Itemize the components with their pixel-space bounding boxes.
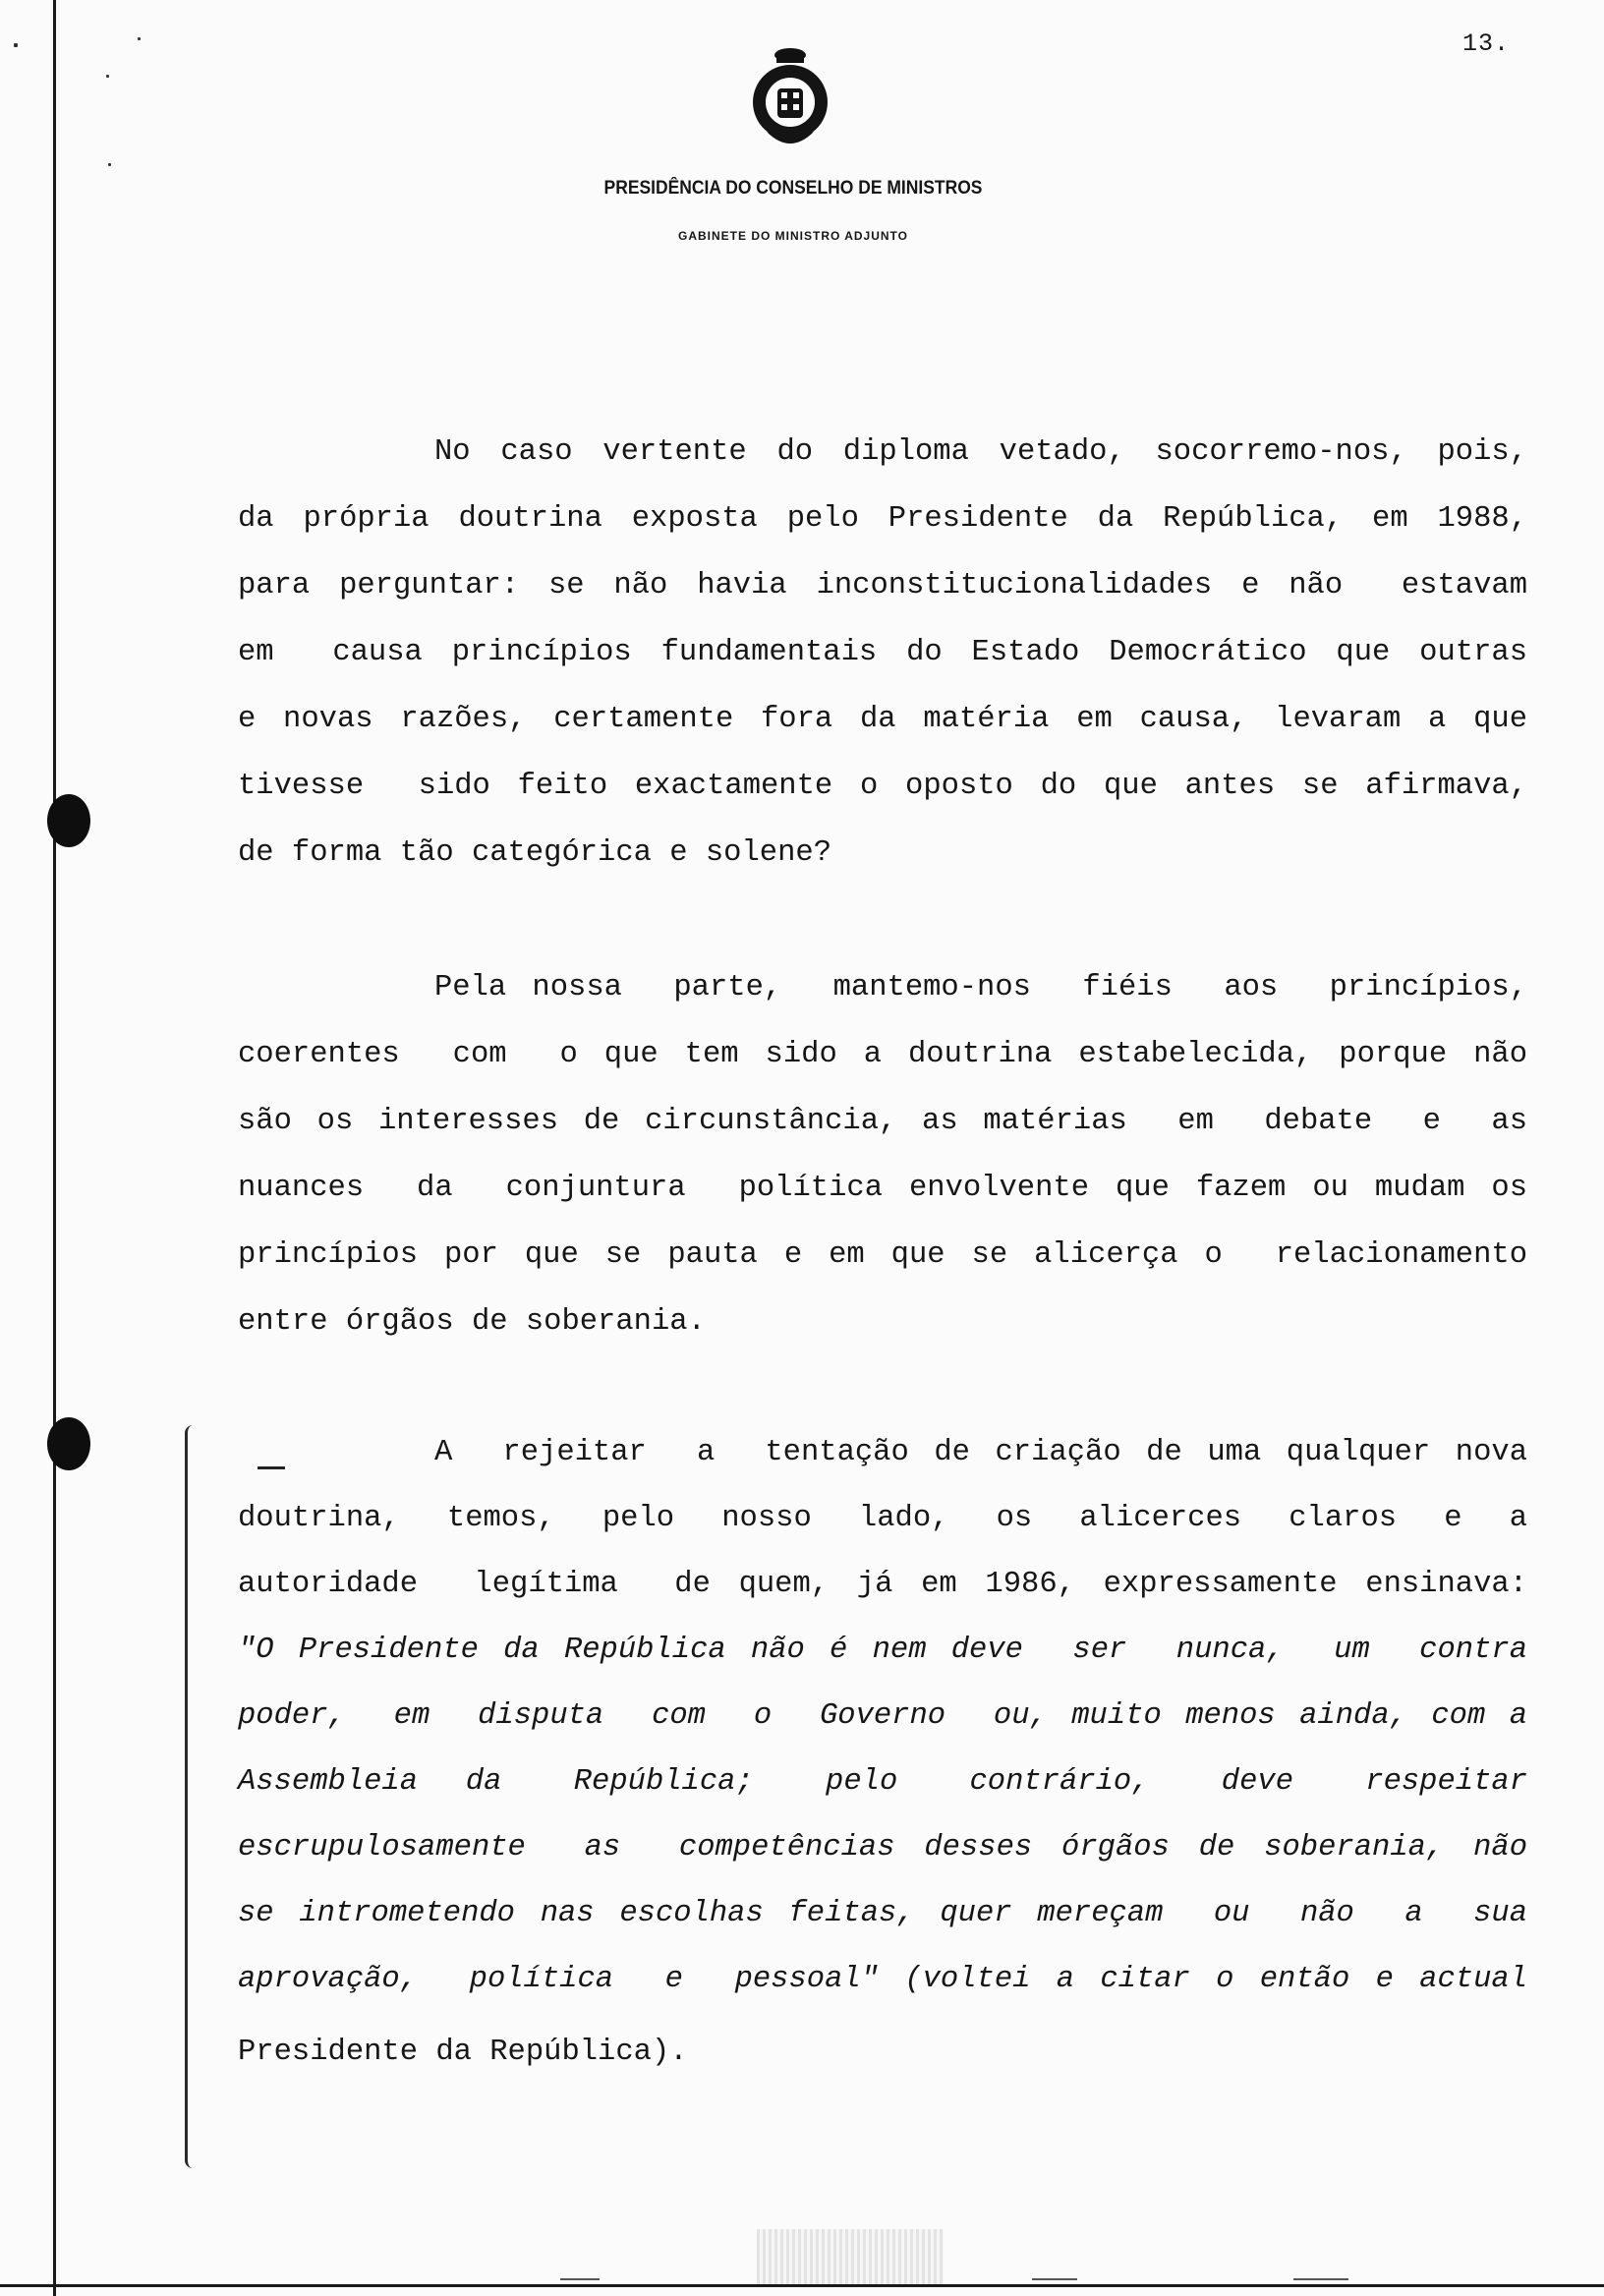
punch-hole xyxy=(47,794,90,847)
quote-line: escrupulosamente as competências desses órgãos de soberania, não xyxy=(238,1831,1527,1865)
paragraph-line: autoridade legítima de quem, já em 1986, expressamente ensinava: xyxy=(238,1568,1527,1601)
paragraph-line: Presidente da República). xyxy=(238,2036,688,2069)
paragraph-line: são os interesses de circunstância, as matérias em debate e as xyxy=(238,1105,1527,1138)
margin-bracket xyxy=(185,1425,198,2168)
margin-dash-mark xyxy=(258,1466,285,1469)
scan-speck xyxy=(106,75,109,78)
header-subtitle: GABINETE DO MINISTRO ADJUNTO xyxy=(677,229,908,243)
paragraph-line: A rejeitar a tentação de criação de uma qualquer nova xyxy=(434,1436,1527,1469)
paragraph-line: nuances da conjuntura política envolvente que fazem ou mudam os xyxy=(238,1172,1527,1205)
paragraph-line: princípios por que se pauta e em que se alicerça o relacionamento xyxy=(238,1238,1527,1272)
page-number: 13. xyxy=(1462,29,1511,58)
paragraph-line: de forma tão categórica e solene? xyxy=(238,836,831,870)
quote-line: poder, em disputa com o Governo ou, muito menos ainda, com a xyxy=(238,1699,1527,1733)
quote-line: aprovação, política e pessoal" (voltei a citar o então e actual xyxy=(238,1963,1527,1996)
paragraph-line: coerentes com o que tem sido a doutrina estabelecida, porque não xyxy=(238,1038,1527,1071)
coat-of-arms-emblem xyxy=(747,45,833,155)
quote-line: se intrometendo nas escolhas feitas, quer mereçam ou não a sua xyxy=(238,1897,1527,1930)
scan-speck xyxy=(14,43,18,47)
scan-smudge xyxy=(757,2229,944,2284)
paragraph-line: e novas razões, certamente fora da matéria em causa, levaram a que xyxy=(238,703,1527,736)
punch-hole xyxy=(47,1417,90,1470)
scan-speck xyxy=(108,163,111,166)
quote-line: "O Presidente da República não é nem deve ser nunca, um contra xyxy=(238,1634,1527,1667)
paragraph-line: Pela nossa parte, mantemo-nos fiéis aos princípios, xyxy=(434,971,1527,1004)
paragraph-line: da própria doutrina exposta pelo Presidente da República, em 1988, xyxy=(238,502,1527,536)
bottom-edge-line xyxy=(0,2284,1604,2287)
paragraph-line: para perguntar: se não havia inconstitucionalidades e não estavam xyxy=(238,569,1527,603)
page-edge-line xyxy=(53,0,56,2296)
scan-mark xyxy=(560,2278,600,2280)
scan-speck xyxy=(138,37,141,40)
paragraph-line: doutrina, temos, pelo nosso lado, os alicerces claros e a xyxy=(238,1502,1527,1535)
scan-mark xyxy=(1293,2278,1348,2280)
paragraph-line: em causa princípios fundamentais do Estado Democrático que outras xyxy=(238,636,1527,669)
paragraph-line: No caso vertente do diploma vetado, socorremo-nos, pois, xyxy=(434,435,1527,469)
paragraph-line: entre órgãos de soberania. xyxy=(238,1305,706,1339)
scan-mark xyxy=(1032,2278,1077,2280)
quote-line: Assembleia da República; pelo contrário, deve respeitar xyxy=(238,1765,1527,1799)
header-title: PRESIDÊNCIA DO CONSELHO DE MINISTROS xyxy=(603,178,983,199)
paragraph-line: tivesse sido feito exactamente o oposto do que antes se afirmava, xyxy=(238,770,1527,803)
